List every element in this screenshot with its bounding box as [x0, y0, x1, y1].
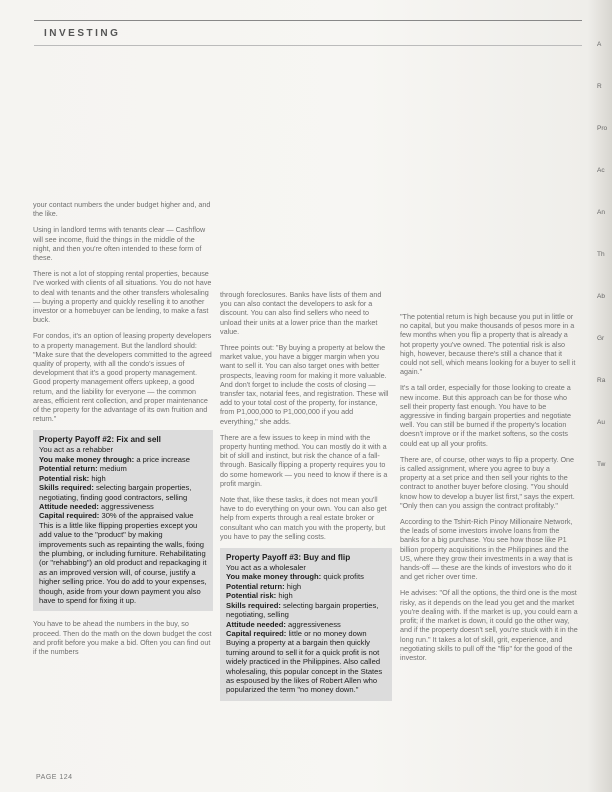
row-value: medium — [99, 464, 127, 474]
box-title: Property Payoff #2: Fix and sell — [39, 435, 161, 445]
margin-fragment: Th — [597, 251, 605, 258]
row-value: high — [286, 581, 302, 591]
row-label: Skills required: — [226, 600, 281, 610]
row-value: selecting bargain properties, negotiating, selling — [226, 600, 379, 620]
paragraph: your contact numbers the under budget higher and, and the like. — [33, 200, 211, 219]
box-row — [226, 601, 386, 620]
paragraph: "The potential return is high because you put in little or no capital, but you make thousands of pesos more in a few months when you flip a property that is already a hot property you've owned. The potential risk is also high, however, because there's still a chance that it could not sell, which means looking for a buyer to sell it again." — [400, 312, 576, 377]
paragraph: There are a few issues to keep in mind with the property hunting method. You can mostly do it with a bit of skill and instinct, but risk the chance of a fall-through. Basically flipping a property requires you to do some homework — you need to know if there is a profit margin. — [220, 432, 388, 488]
paragraph: Three points out: "By buying a property at below the market value, you have a bigger margin when you want to sell it. You can also target ones with better prospects, leaving room for making it more valuable. And don't forget to include the costs of closing — transfer tax, notarial fees, and registration. These will add to your total cost of the property, for instance, from P1,000,000 to P1,000,000 if you add everything," she adds. — [220, 343, 389, 426]
box-row — [226, 582, 386, 591]
box-row — [226, 629, 386, 638]
row-label: Potential return: — [39, 464, 98, 474]
header-rule — [34, 45, 582, 46]
box-subtitle: You act as a rehabber — [39, 445, 114, 455]
margin-fragment: Ab — [597, 293, 605, 300]
paragraph: There are, of course, other ways to flip a property. One is called assignment, where you agree to buy a property at a set price and then sell your rights to the contract to another buyer before closing. "You should know how to develop a buyer list first," says the expert. "Only then can you assign the contract profitably." — [400, 454, 575, 510]
paragraph: You have to be ahead the numbers in the buy, so proceed. Then do the math on the down budget the cost and profit before you make a bid. Often you can find out if the numbers — [33, 619, 212, 656]
text-column-3 — [400, 312, 578, 669]
box-row — [39, 483, 207, 502]
page-number: PAGE 124 — [36, 774, 73, 781]
row-value: little or no money down — [288, 628, 367, 638]
margin-fragment: Au — [597, 419, 605, 426]
facing-page-edge — [597, 40, 612, 780]
box-description: Buying a property at a bargain then quickly turning around to sell it for a quick profit is not widely practiced in the Philippines. Also called wholesaling, this popular concept in the States as espoused by the likes of Robert Allen who popularized the term "no money down." — [226, 638, 383, 695]
row-label: Attitude needed: — [39, 501, 99, 511]
box-row — [39, 511, 207, 520]
box-subtitle: You act as a wholesaler — [226, 563, 306, 573]
page-header — [34, 20, 582, 46]
margin-fragment: Ac — [597, 167, 605, 174]
paragraph: through foreclosures. Banks have lists of them and you can also contact the developers to ask for a discount. You can also find sellers who need to unload their units at a lower price than the market value. — [220, 290, 382, 336]
paragraph: According to the Tshirt-Rich Pinoy Millionaire Network, the leads of some investors involve loans from the banks for a big purchase. You see how those like P1 billion property acquisitions in the Philippines and the US, where they grow their investments in a way that is hands-off — these are the kinds of investors who do it and get richer over time. — [400, 517, 573, 582]
section-label: INVESTING — [44, 28, 121, 39]
row-label: Potential return: — [226, 581, 285, 591]
property-payoff-3-box — [220, 548, 392, 701]
box-row — [39, 502, 207, 511]
paragraph: He advises: "Of all the options, the third one is the most risky, as it depends on the lead you get and the market you're dealing with. If the market is up, you could earn a profit; if the market is down, it could go the other way, and if the property doesn't sell, you're stuck with it in the long run." It takes a lot of skill, grit, experience, and negotiating skills to pull off the "flip" for the good of the investor. — [400, 588, 578, 662]
row-label: Capital required: — [226, 628, 287, 638]
text-column-1 — [33, 200, 213, 663]
margin-fragment: An — [597, 209, 605, 216]
row-label: Potential risk: — [226, 591, 277, 601]
row-label: Attitude needed: — [226, 619, 286, 629]
row-value: 30% of the appraised value — [101, 511, 194, 521]
text-column-2 — [220, 290, 392, 709]
box-row — [39, 464, 207, 473]
row-value: quick profits — [323, 572, 364, 582]
row-label: You make money through: — [226, 572, 322, 582]
margin-fragment: Ra — [597, 377, 606, 384]
margin-fragment: Pro — [597, 125, 608, 132]
property-payoff-2-box — [33, 430, 213, 611]
row-value: high — [278, 591, 293, 601]
box-row — [226, 572, 386, 581]
row-value: aggressiveness — [101, 501, 154, 511]
row-value: aggressiveness — [288, 619, 341, 629]
paragraph: There is not a lot of stopping rental properties, because I've worked with clients of all situations. You do not have to deal with tenants and the other transfers wholesaling — buying a property and quickly reselling it to another investor or a homebuyer can be lending, to make a fast buck. — [33, 269, 212, 325]
margin-fragment: A — [597, 41, 602, 48]
box-row — [226, 591, 386, 600]
row-label: Potential risk: — [39, 473, 90, 483]
margin-fragment: Gr — [597, 335, 605, 342]
box-title: Property Payoff #3: Buy and flip — [226, 553, 351, 563]
row-label: Skills required: — [39, 483, 94, 493]
paragraph: Note that, like these tasks, it does not mean you'll have to do everything on your own. You can also get help from experts through a real estate broker or consultant who can match you with the property, but you have to pay the selling costs. — [220, 495, 387, 541]
margin-fragment: R — [597, 83, 602, 90]
row-value: high — [91, 473, 106, 483]
margin-fragment: Tw — [597, 461, 606, 468]
row-value: a price increase — [136, 454, 190, 464]
paragraph: It's a tall order, especially for those looking to create a new income. But this approach can be for those who sell their property fast enough. You have to be aggressive in finding bargain properties and negotiate well. You can still be burned if the property's location doesn't improve or if the market softens, so the costs could eat up all your profits. — [400, 383, 572, 448]
box-row — [226, 620, 386, 629]
box-row — [39, 455, 207, 464]
paragraph: Using in landlord terms with tenants clear — Cashflow will see income, fluid the things in the middle of the night, and then you're often intended to these form of these. — [33, 225, 206, 263]
box-description: This is a little like flipping properties except you add value to the "product" by making improvements such as repainting the walls, fixing the plumbing, or including furniture. Rehabilitating (or "rehabbing") an old product and repackaging it as an improved version will, of course, justify a higher selling price. You do add to your expenses, though, aside from your down payment you also have to spend for fixing it up. — [39, 520, 207, 605]
paragraph: For condos, it's an option of leasing property developers to a property management. But the landlord should: "Make sure that the developers committed to the agreed quality of property, with all the condo's issues of development that it's a good property management. Good property management offers upkeep, a good return, and the liability for everyone — the common areas, efficient rent collection, and proper maintenance of the property for the advantage of its own fruition and return." — [33, 331, 212, 424]
box-row — [39, 474, 207, 483]
row-value: selecting bargain properties, negotiating, finding good contractors, selling — [39, 483, 192, 502]
row-label: You make money through: — [39, 454, 135, 464]
row-label: Capital required: — [39, 511, 100, 521]
